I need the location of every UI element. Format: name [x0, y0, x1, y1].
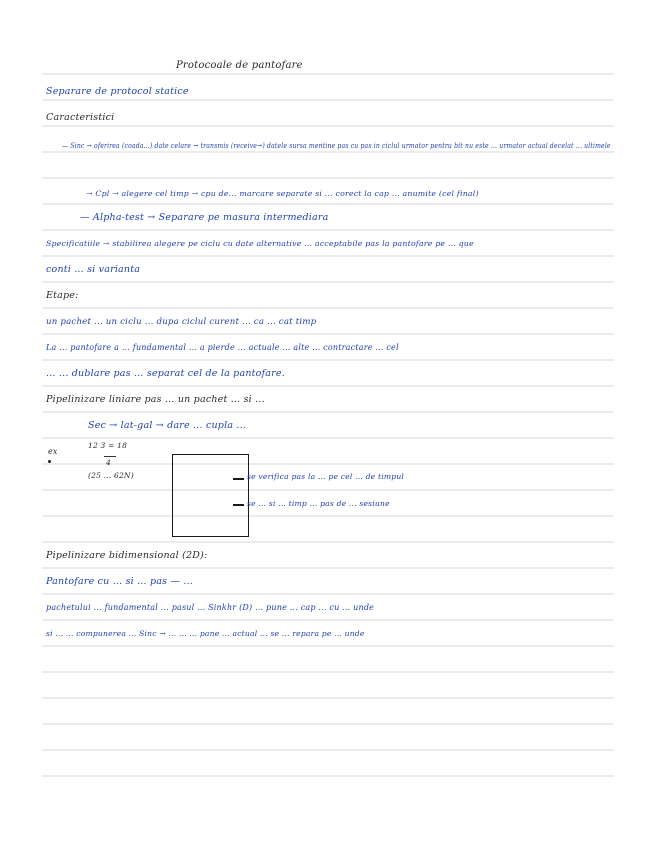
fraction-note: (25 ... 62N): [88, 471, 134, 480]
note-line: si ... ... compunerea ... Sinc → ... ... ... pane ... actual ... se ... repara pe ... unde: [46, 629, 365, 638]
note-heading: Pipelinizare bidimensional (2D):: [46, 550, 208, 561]
note-line: — Alpha-test → Separare pe masura intermediara: [80, 212, 329, 223]
page-title: Protocoale de pantofare: [176, 60, 303, 71]
example-label: ex: [48, 447, 58, 456]
note-line: ... ... dublare pas ... separat cel de la pantofare.: [46, 368, 285, 379]
box-label-bottom: se ... si ... timp ... pas de ... sesiune: [247, 499, 390, 508]
note-line: — Sinc → oferirea (coada...) date celare → transmis (receive→) datele sursa mentine pas cu pas in ciclul urmator pentru bit nu este ... urmator actual decelat ... ultimele: [62, 141, 611, 150]
fraction-top: 12 3 = 18: [88, 441, 128, 450]
note-line: conti ... si varianta: [46, 264, 141, 275]
box-label-top: se verifica pas la ... pe cel ... de timpul: [247, 472, 405, 481]
note-line: La ... pantofare a ... fundamental ... a pierde ... actuale ... alte ... contractare ... cel: [46, 343, 399, 352]
note-line: Separare de protocol statice: [46, 86, 189, 97]
note-line: Pantofare cu ... si ... pas — ...: [46, 576, 194, 587]
note-line: un pachet ... un ciclu ... dupa ciclul curent ... ca ... cat timp: [46, 317, 317, 327]
bullet-icon: [48, 460, 51, 463]
diagram-box: [172, 454, 249, 537]
note-line: Specificatiile → stabilirea alegere pe ciclu cu date alternative ... acceptabile pas la pantofare pe ... que: [46, 239, 474, 248]
note-line: Pipelinizare liniare pas ... un pachet ... si ...: [46, 394, 265, 405]
note-line: Sec → lat-gal → dare ... cupla ...: [88, 420, 247, 431]
dash-marker-top: [233, 478, 244, 480]
note-heading: Etape:: [46, 290, 79, 301]
note-line: pachetului ... fundamental ... pasul ... Sinkhr (D) ... pune ... cap ... cu ... unde: [46, 603, 375, 612]
fraction-bottom: 4: [106, 458, 111, 467]
dash-marker-bottom: [233, 504, 244, 506]
note-heading: Caracteristici: [46, 112, 115, 123]
note-line: → Cpl → alegere cel timp → cpu de... marcare separate si ... corect la cap ... anumite (cel final): [86, 189, 479, 198]
